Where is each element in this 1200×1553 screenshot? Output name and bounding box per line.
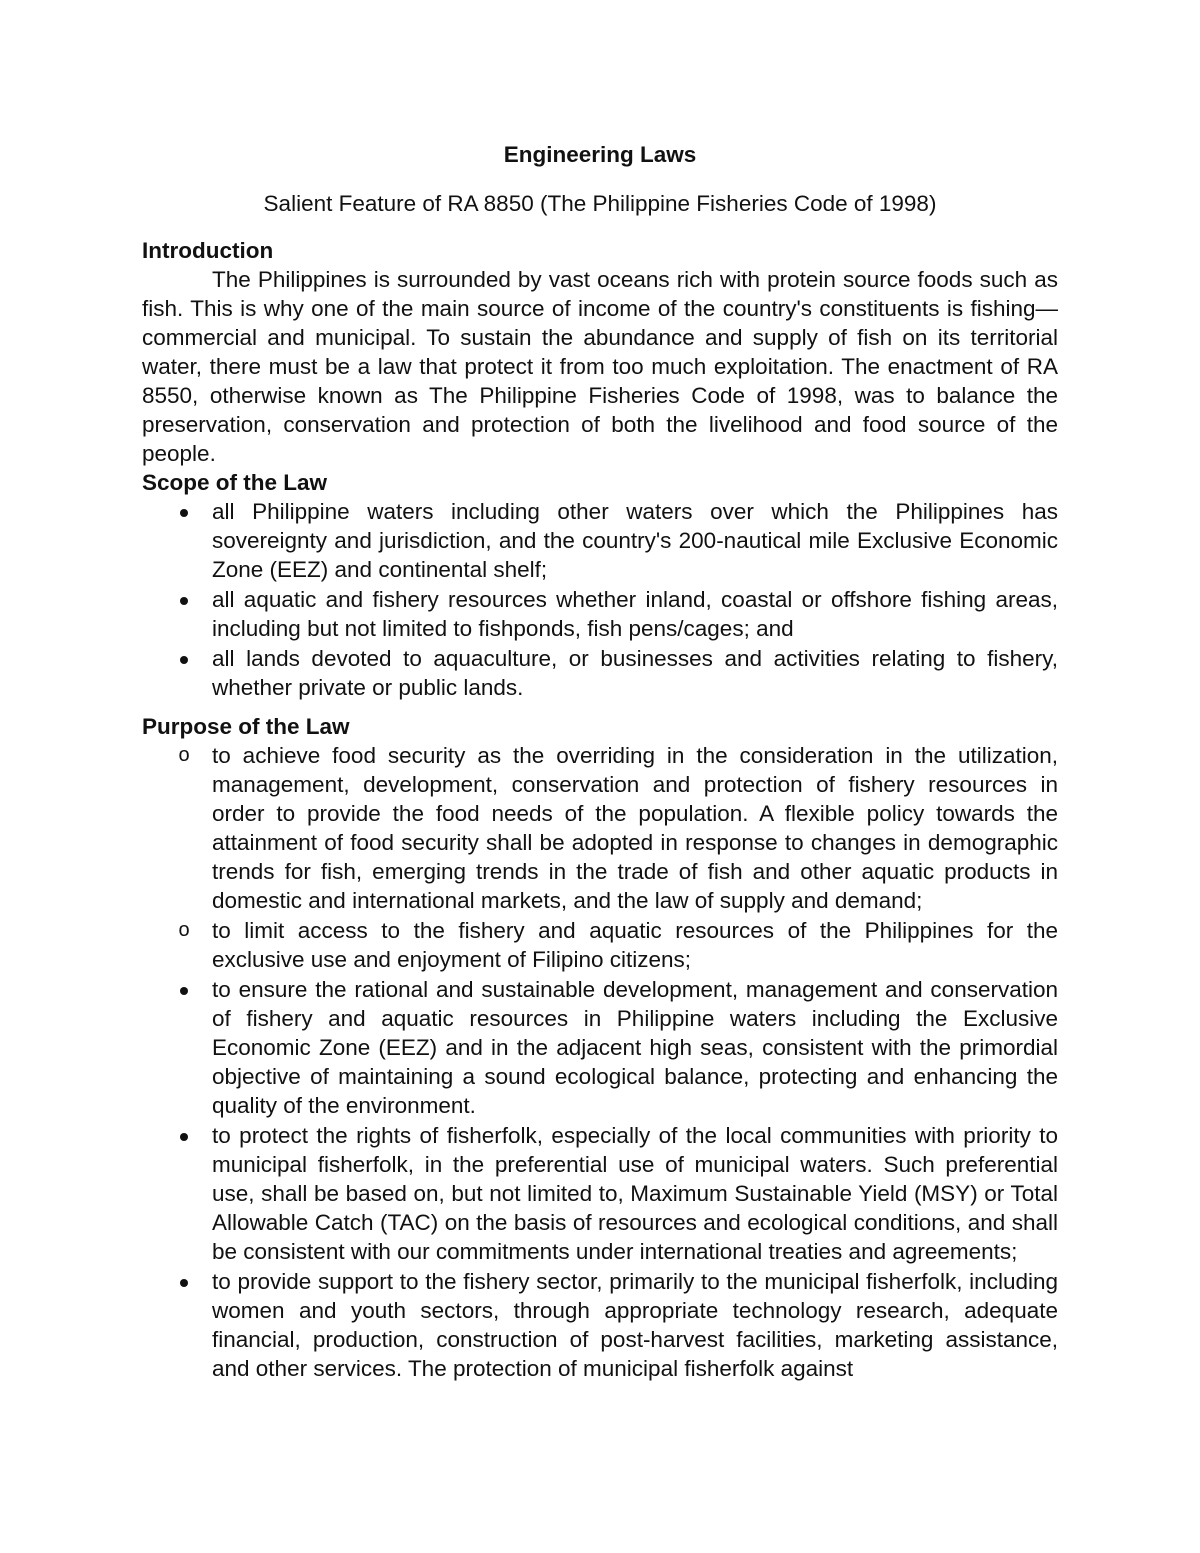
purpose-item-text: to limit access to the fishery and aquatic resources of the Philippines for the exclusive use and enjoyment of Filipino citizens; (212, 918, 1058, 972)
purpose-heading: Purpose of the Law (142, 714, 350, 739)
scope-item-text: all aquatic and fishery resources whether inland, coastal or offshore fishing areas, including but not limited to fishponds, fish pens/cages; and (212, 587, 1058, 641)
bullet-icon (174, 1121, 194, 1150)
list-item (142, 1121, 1058, 1266)
scope-item-text: all Philippine waters including other waters over which the Philippines has sovereignty and jurisdiction, and the country's 200-nautical mile Exclusive Economic Zone (EEZ) and continental shelf; (212, 499, 1058, 582)
list-item (142, 1267, 1058, 1383)
purpose-item-text: to ensure the rational and sustainable development, management and conservation of fishery and aquatic resources in Philippine waters including the Exclusive Economic Zone (EEZ) and in the adjacent high seas, consistent with the primordial objective of maintaining a sound ecological balance, protecting and enhancing the quality of the environment. (212, 977, 1058, 1118)
list-item (142, 975, 1058, 1120)
list-item (142, 644, 1058, 702)
document-subtitle: Salient Feature of RA 8850 (The Philippine Fisheries Code of 1998) (263, 191, 937, 216)
list-item (142, 916, 1058, 974)
circle-bullet-icon: o (178, 744, 190, 766)
bullet-icon (174, 585, 194, 614)
list-item (142, 585, 1058, 643)
document-page (142, 140, 1058, 1384)
scope-list (142, 497, 1058, 702)
purpose-list (142, 741, 1058, 1383)
purpose-item-text: to achieve food security as the overriding in the consideration in the utilization, management, development, conservation and protection of fishery resources in order to provide the food needs of the population. A flexible policy towards the attainment of food security shall be adopted in response to changes in demographic trends for fish, emerging trends in the trade of fish and other aquatic products in domestic and international markets, and the law of supply and demand; (212, 743, 1058, 913)
scope-item-text: all lands devoted to aquaculture, or businesses and activities relating to fishery, whether private or public lands. (212, 646, 1058, 700)
scope-heading: Scope of the Law (142, 470, 328, 495)
bullet-icon (174, 975, 194, 1004)
introduction-paragraph: The Philippines is surrounded by vast oceans rich with protein source foods such as fish. This is why one of the main source of income of the country's constituents is fishing— commercial and municipal. To sustain the abundance and supply of fish on its territorial water, there must be a law that protect it from too much exploitation. The enactment of RA 8550, otherwise known as The Philippine Fisheries Code of 1998, was to balance the preservation, conservation and protection of both the livelihood and food source of the people. (142, 267, 1058, 466)
bullet-icon (174, 497, 194, 526)
purpose-item-text: to protect the rights of fisherfolk, especially of the local communities with priority to municipal fisherfolk, in the preferential use of municipal waters. Such preferential use, shall be based on, but not limited to, Maximum Sustainable Yield (MSY) or Total Allowable Catch (TAC) on the basis of resources and ecological conditions, and shall be consistent with our commitments under international treaties and agreements; (212, 1123, 1058, 1264)
purpose-item-text: to provide support to the fishery sector, primarily to the municipal fisherfolk, including women and youth sectors, through appropriate technology research, adequate financial, production, construction of post-harvest facilities, marketing assistance, and other services. The protection of municipal fisherfolk against (212, 1269, 1058, 1381)
document-title: Engineering Laws (503, 142, 697, 167)
bullet-icon (174, 644, 194, 673)
list-item (142, 741, 1058, 915)
introduction-heading: Introduction (142, 238, 274, 263)
circle-bullet-icon: o (178, 919, 190, 941)
list-item (142, 497, 1058, 584)
bullet-icon (174, 1267, 194, 1296)
